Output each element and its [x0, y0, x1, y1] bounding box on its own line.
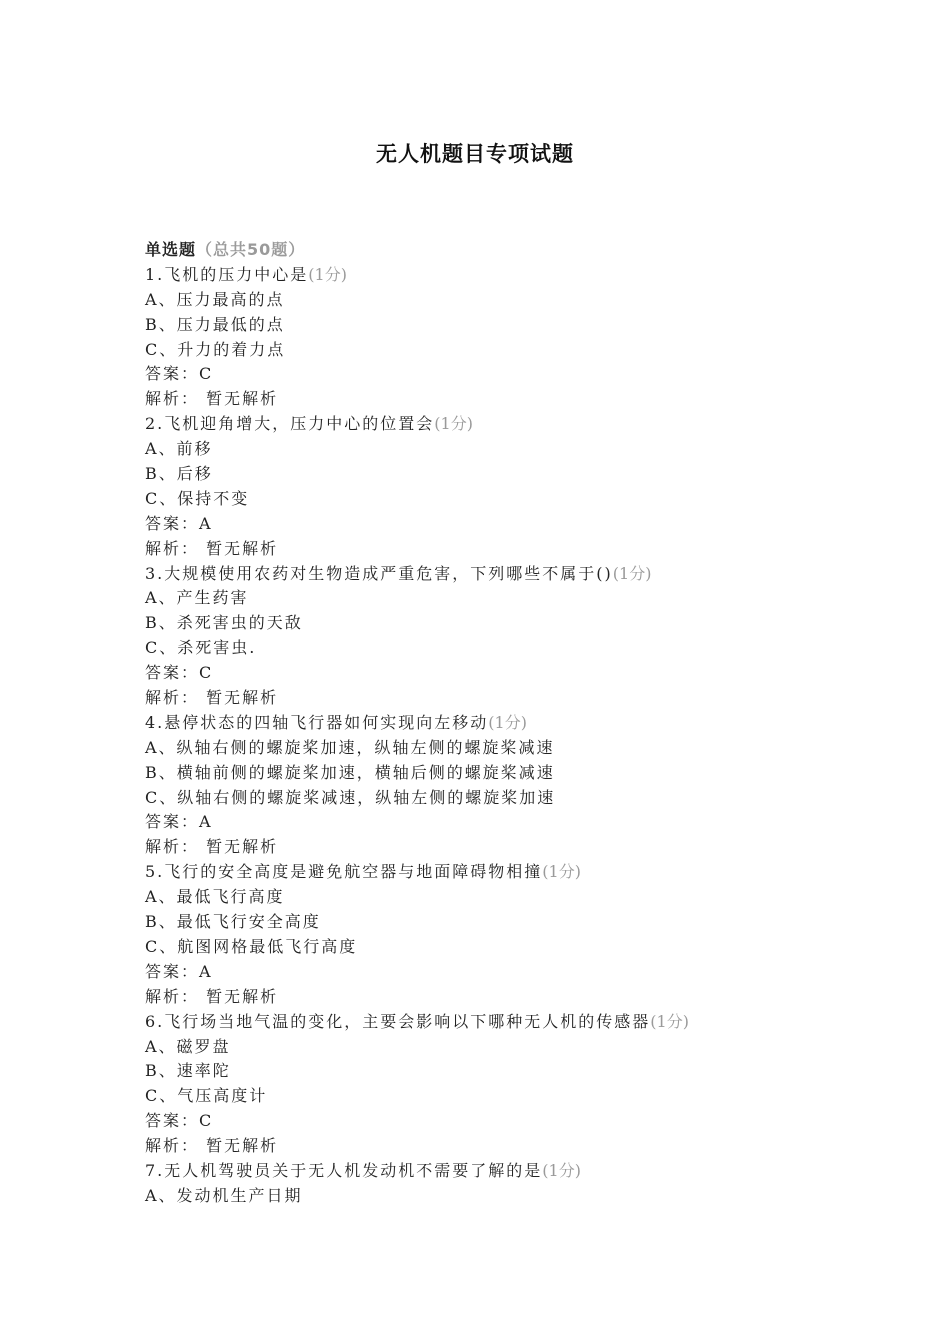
question-score: (1分): [542, 862, 581, 882]
option-b: B、后移: [145, 464, 213, 484]
analysis-line: 解析： 暂无解析: [145, 986, 279, 1006]
question-5: [145, 860, 845, 1009]
question-7: [145, 1159, 845, 1209]
analysis-line: 解析： 暂无解析: [145, 538, 279, 558]
option-b: B、最低飞行安全高度: [145, 912, 321, 932]
question-score: (1分): [308, 264, 347, 284]
option-a: A、前移: [145, 439, 213, 459]
question-score: (1分): [612, 563, 652, 583]
document-title: 无人机题目专项试题: [376, 142, 574, 166]
answer-line: 答案：C: [145, 1111, 214, 1131]
answer-line: 答案：C: [145, 663, 214, 683]
question-text: 4.悬停状态的四轴飞行器如何实现向左移动: [145, 712, 489, 732]
question-score: (1分): [542, 1160, 581, 1180]
question-score: (1分): [434, 414, 473, 434]
document-body: [145, 238, 845, 1209]
question-1: [145, 263, 845, 412]
option-b: B、压力最低的点: [145, 314, 285, 334]
option-c: C、航图网格最低飞行高度: [145, 936, 358, 956]
analysis-line: 解析： 暂无解析: [145, 688, 279, 708]
option-b: B、速率陀: [145, 1061, 231, 1081]
section-label: 单选题: [145, 240, 197, 259]
question-2: [145, 412, 845, 561]
question-stem: [145, 263, 845, 288]
option-a: A、发动机生产日期: [145, 1185, 303, 1205]
question-stem: [145, 711, 845, 736]
answer-line: 答案：A: [145, 812, 213, 832]
question-text: 5.飞行的安全高度是避免航空器与地面障碍物相撞: [145, 862, 543, 882]
option-c: C、纵轴右侧的螺旋桨减速，纵轴左侧的螺旋桨加速: [145, 787, 556, 807]
option-c: C、保持不变: [145, 488, 250, 508]
option-a: A、纵轴右侧的螺旋桨加速，纵轴左侧的螺旋桨减速: [145, 737, 555, 757]
section-count: （总共50题）: [196, 240, 306, 259]
option-b: B、横轴前侧的螺旋桨加速，横轴后侧的螺旋桨减速: [145, 762, 555, 782]
answer-line: 答案：A: [145, 961, 213, 981]
question-4: [145, 711, 845, 860]
option-a: A、最低飞行高度: [145, 887, 285, 907]
question-stem: [145, 412, 845, 437]
question-text: 3.大规模使用农药对生物造成严重危害，下列哪些不属于(): [145, 563, 613, 583]
question-score: (1分): [488, 712, 527, 732]
question-text: 1.飞机的压力中心是: [145, 264, 309, 284]
option-c: C、杀死害虫.: [145, 638, 257, 658]
analysis-line: 解析： 暂无解析: [145, 837, 279, 857]
question-score: (1分): [650, 1011, 689, 1031]
question-3: [145, 562, 845, 711]
answer-line: 答案：A: [145, 513, 213, 533]
question-stem: [145, 860, 845, 885]
analysis-line: 解析： 暂无解析: [145, 1136, 279, 1156]
option-b: B、杀死害虫的天敌: [145, 613, 303, 633]
question-6: [145, 1010, 845, 1159]
section-heading: [145, 238, 845, 263]
option-a: A、压力最高的点: [145, 289, 285, 309]
question-stem: [145, 1159, 845, 1184]
option-a: A、产生药害: [145, 588, 249, 608]
question-text: 7.无人机驾驶员关于无人机发动机不需要了解的是: [145, 1160, 543, 1180]
option-a: A、磁罗盘: [145, 1036, 231, 1056]
question-stem: [145, 562, 845, 587]
question-text: 2.飞机迎角增大，压力中心的位置会: [145, 414, 435, 434]
analysis-line: 解析： 暂无解析: [145, 389, 279, 409]
option-c: C、气压高度计: [145, 1086, 268, 1106]
question-stem: [145, 1010, 845, 1035]
question-text: 6.飞行场当地气温的变化，主要会影响以下哪种无人机的传感器: [145, 1011, 651, 1031]
option-c: C、升力的着力点: [145, 339, 286, 359]
answer-line: 答案：C: [145, 364, 214, 384]
